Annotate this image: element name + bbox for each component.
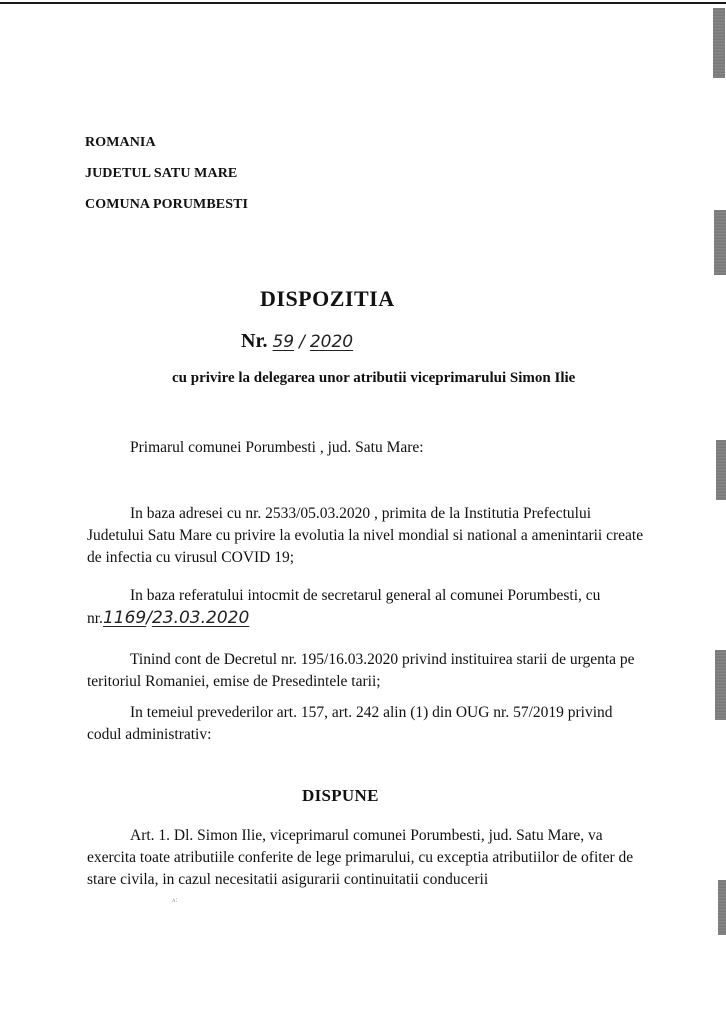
- handwritten-ref-date: 23.03.2020: [151, 608, 250, 628]
- intro-paragraph: Primarul comunei Porumbesti , jud. Satu Mare:: [130, 439, 424, 456]
- article-1: Art. 1. Dl. Simon Ilie, viceprimarul comunei Porumbesti, jud. Satu Mare, va exercita toate atributiile conferite de lege primarului, cu exceptia atributiilor de ofiter de stare civila, in cazul necesitatii asigurarii continuitatii conducerii: [87, 827, 634, 888]
- document-number: [241, 330, 353, 353]
- document-subtitle: cu privire la delegarea unor atributii viceprimarului Simon Ilie: [172, 370, 576, 386]
- number-prefix: Nr.: [241, 330, 268, 352]
- scan-edge-artifact: [718, 880, 726, 935]
- section-heading-dispune: DISPUNE: [302, 786, 379, 805]
- paragraph-legal-basis: In temeiul prevederilor art. 157, art. 242 alin (1) din OUG nr. 57/2019 privind codul administrativ:: [87, 704, 613, 743]
- header-county: JUDETUL SATU MARE: [85, 166, 238, 181]
- ref-separator: /: [146, 608, 152, 628]
- header-country: ROMANIA: [85, 135, 156, 150]
- scan-edge-artifact: [715, 650, 726, 720]
- scan-edge-artifact: [716, 440, 726, 500]
- handwritten-ref-number: 1169: [102, 608, 147, 628]
- scan-edge-artifact: [713, 8, 725, 78]
- paragraph-address-reference: In baza adresei cu nr. 2533/05.03.2020 , primita de la Institutia Prefectului Judetului Satu Mare cu privire la evolutia la nivel mondial si national a amenintarii create de infectia cu virusul COVID 19;: [87, 505, 644, 566]
- number-separator: /: [299, 332, 305, 352]
- institution-header: [85, 133, 248, 226]
- paragraph-report-text: In baza referatului intocmit de secretarul general al comunei Porumbesti, cu: [130, 587, 601, 604]
- scan-top-border: [0, 2, 726, 4]
- handwritten-year: 2020: [309, 332, 354, 352]
- paragraph-decree: Tinind cont de Decretul nr. 195/16.03.2020 privind instituirea starii de urgenta pe teritoriul Romaniei, emise de Presedintele tarii;: [87, 651, 635, 690]
- stray-scan-mark: ʌ:: [172, 896, 178, 904]
- header-commune: COMUNA PORUMBESTI: [85, 197, 249, 212]
- paragraph-report-reference: [87, 585, 647, 630]
- ref-prefix: nr.: [87, 610, 103, 627]
- document-title: DISPOZITIA: [260, 286, 395, 311]
- handwritten-number: 59: [272, 332, 295, 352]
- scan-edge-artifact: [714, 210, 726, 275]
- report-number-line: [87, 607, 647, 630]
